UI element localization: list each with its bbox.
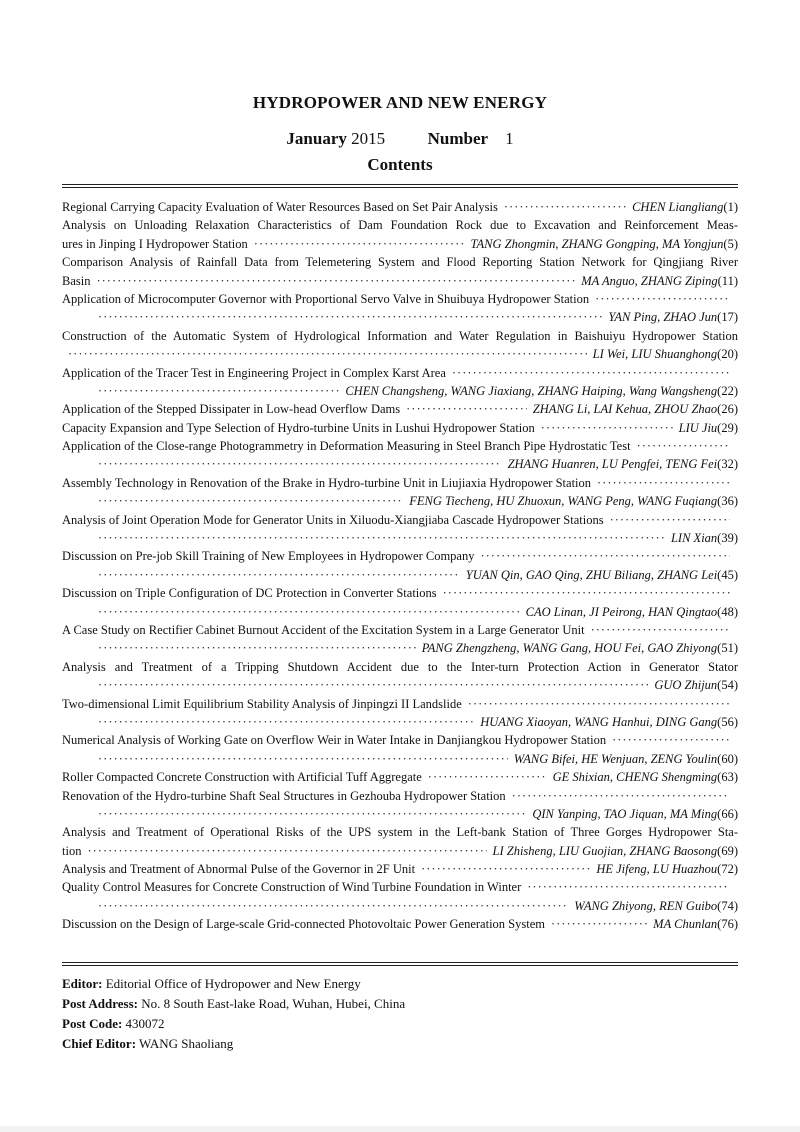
leader-dots bbox=[421, 860, 590, 878]
chief-editor-label: Chief Editor: bbox=[62, 1036, 137, 1051]
toc-title: Two-dimensional Limit Equilibrium Stability Analysis of Jinpingzi II Landslide bbox=[62, 696, 462, 711]
toc-page-number: (72) bbox=[717, 862, 738, 877]
toc-line bbox=[62, 787, 738, 805]
leader-dots bbox=[98, 750, 508, 768]
toc-page-number: (20) bbox=[717, 347, 738, 362]
toc-title: Analysis and Treatment of Abnormal Pulse of the Governor in 2F Unit bbox=[62, 862, 416, 877]
issue-line bbox=[0, 129, 800, 149]
toc-line bbox=[62, 639, 738, 657]
leader-dots bbox=[610, 511, 730, 529]
leader-dots bbox=[551, 915, 647, 933]
toc-author-names: ZHANG Li, LAI Kehua, ZHOU Zhao bbox=[532, 402, 718, 417]
toc-page-number: (76) bbox=[717, 917, 738, 932]
toc-author-names: HE Jifeng, LU Huazhou bbox=[596, 862, 718, 877]
toc-entry bbox=[62, 860, 738, 878]
leader-dots bbox=[98, 492, 403, 510]
toc-authors bbox=[470, 235, 738, 253]
leader-dots bbox=[98, 639, 416, 657]
leader-dots bbox=[96, 272, 575, 290]
toc-page-number: (66) bbox=[717, 806, 738, 821]
toc-entry bbox=[62, 787, 738, 824]
toc-author-names: CHEN Liangliang bbox=[632, 200, 724, 214]
leader-dots bbox=[98, 455, 502, 473]
toc-line bbox=[62, 198, 738, 216]
toc-page-number: (54) bbox=[717, 678, 738, 693]
toc-title: Analysis and Treatment of Operational Risks of the UPS system in the Left-bank Station of Three Gorges Hydropower Sta- bbox=[62, 825, 738, 840]
toc-line bbox=[62, 621, 738, 639]
toc-line bbox=[62, 768, 738, 786]
leader-dots bbox=[98, 713, 474, 731]
toc-authors bbox=[514, 750, 738, 768]
leader-dots bbox=[98, 603, 520, 621]
leader-dots bbox=[480, 547, 730, 565]
toc-authors bbox=[596, 860, 738, 878]
toc-entry bbox=[62, 327, 738, 364]
toc-author-names: PANG Zhengzheng, WANG Gang, HOU Fei, GAO Zhiyong bbox=[421, 641, 718, 656]
toc-entry bbox=[62, 474, 738, 511]
issue-number: 1 bbox=[505, 129, 514, 148]
toc-entry bbox=[62, 290, 738, 327]
chief-editor-value: WANG Shaoliang bbox=[139, 1036, 234, 1051]
leader-dots bbox=[87, 842, 486, 860]
toc-entry bbox=[62, 511, 738, 548]
leader-dots bbox=[612, 731, 730, 749]
toc-author-names: WANG Bifei, HE Wenjuan, ZENG Youlin bbox=[513, 751, 718, 766]
toc-line bbox=[62, 455, 738, 473]
address-line bbox=[62, 994, 738, 1014]
toc-author-names: YUAN Qin, GAO Qing, ZHU Biliang, ZHANG Lei bbox=[465, 567, 718, 582]
toc-author-names: YAN Ping, ZHAO Jun bbox=[608, 310, 718, 325]
leader-dots bbox=[504, 198, 626, 216]
toc-entry bbox=[62, 364, 738, 401]
toc-title: Quality Control Measures for Concrete Construction of Wind Turbine Foundation in Winter bbox=[62, 880, 522, 895]
toc-line bbox=[62, 805, 738, 823]
toc-title: Analysis on Unloading Relaxation Characteristics of Dam Foundation Rock due to Excavation and Reinforcement Meas- bbox=[62, 218, 738, 233]
toc-line bbox=[62, 437, 738, 455]
toc-entry bbox=[62, 768, 738, 786]
toc-line bbox=[62, 823, 738, 841]
leader-dots bbox=[597, 474, 730, 492]
toc-entry bbox=[62, 437, 738, 474]
toc-entry bbox=[62, 878, 738, 915]
leader-dots bbox=[527, 878, 730, 896]
toc-title: Application of the Close-range Photogrammetry in Deformation Measuring in Steel Branch Pipe Hydrostatic Test bbox=[62, 439, 631, 454]
toc-authors bbox=[574, 897, 738, 915]
toc-authors bbox=[679, 419, 738, 437]
toc-line bbox=[62, 327, 738, 345]
toc-authors bbox=[581, 272, 738, 290]
toc-title: Analysis of Joint Operation Mode for Generator Units in Xiluodu-Xiangjiaba Cascade Hydropower Stations bbox=[62, 512, 604, 527]
toc-author-names: LI Zhisheng, LIU Guojian, ZHANG Baosong bbox=[492, 843, 718, 858]
toc-entry bbox=[62, 198, 738, 216]
leader-dots bbox=[595, 290, 730, 308]
toc-page-number: (63) bbox=[717, 770, 738, 785]
toc-line bbox=[62, 842, 738, 860]
toc-title: Assembly Technology in Renovation of the Brake in Hydro-turbine Unit in Liujiaxia Hydropower Station bbox=[62, 475, 592, 490]
leader-dots bbox=[406, 400, 527, 418]
toc-page-number: (48) bbox=[717, 604, 738, 619]
leader-dots bbox=[98, 566, 460, 584]
postcode-value: 430072 bbox=[125, 1016, 165, 1031]
toc-line bbox=[62, 695, 738, 713]
toc-title: Capacity Expansion and Type Selection of Hydro-turbine Units in Lushui Hydropower Station bbox=[62, 420, 535, 435]
toc-page-number: (69) bbox=[717, 843, 738, 858]
toc-entry bbox=[62, 419, 738, 437]
postcode-label: Post Code: bbox=[62, 1016, 123, 1031]
editor-line bbox=[62, 974, 738, 994]
issue-number-label: Number bbox=[427, 129, 489, 148]
toc-author-names: QIN Yanping, TAO Jiquan, MA Ming bbox=[532, 806, 718, 821]
toc-title: Roller Compacted Concrete Construction with Artificial Tuff Aggregate bbox=[62, 770, 422, 785]
leader-dots bbox=[541, 419, 673, 437]
toc-line bbox=[62, 897, 738, 915]
toc-line bbox=[62, 511, 738, 529]
toc-page-number: (22) bbox=[717, 383, 738, 398]
toc-entry bbox=[62, 915, 738, 933]
toc-line bbox=[62, 474, 738, 492]
toc-title: Application of the Stepped Dissipater in Low-head Overflow Dams bbox=[62, 402, 401, 417]
toc-entry bbox=[62, 823, 738, 860]
toc-page-number: (29) bbox=[717, 420, 738, 435]
toc-authors bbox=[653, 915, 738, 933]
toc-title: Discussion on the Design of Large-scale Grid-connected Photovoltaic Power Generation System bbox=[62, 917, 545, 932]
postcode-line bbox=[62, 1014, 738, 1034]
toc-author-names: MA Anguo, ZHANG Ziping bbox=[581, 273, 718, 288]
toc-line bbox=[62, 915, 738, 933]
leader-dots bbox=[254, 235, 465, 253]
toc-line bbox=[62, 400, 738, 418]
toc-authors bbox=[526, 603, 738, 621]
toc-line bbox=[62, 216, 738, 234]
toc-author-names: MA Chunlan bbox=[653, 917, 718, 932]
chief-editor-line bbox=[62, 1034, 738, 1054]
bottom-rule-1 bbox=[62, 962, 738, 963]
toc-authors bbox=[493, 842, 739, 860]
leader-dots bbox=[98, 897, 568, 915]
toc-title: Basin bbox=[62, 273, 91, 288]
toc-authors bbox=[671, 529, 738, 547]
toc-line bbox=[62, 566, 738, 584]
toc-authors bbox=[480, 713, 738, 731]
toc-authors bbox=[508, 455, 738, 473]
toc-authors bbox=[409, 492, 738, 510]
toc-line bbox=[62, 419, 738, 437]
toc-title: Analysis and Treatment of a Tripping Shutdown Accident due to the Inter-turn Protection Action in Generator Stator bbox=[62, 659, 738, 674]
toc-title: ures in Jinping I Hydropower Station bbox=[62, 236, 248, 251]
toc-line bbox=[62, 658, 738, 676]
leader-dots bbox=[637, 437, 730, 455]
toc-authors bbox=[553, 768, 738, 786]
toc-title: Comparison Analysis of Rainfall Data from Telemetering System and Flood Reporting Station Network for Qingjiang River bbox=[62, 255, 738, 270]
toc-line bbox=[62, 878, 738, 896]
leader-dots bbox=[428, 768, 547, 786]
toc-author-names: LIU Jiu bbox=[678, 420, 718, 435]
toc-author-names: WANG Zhiyong, REN Guibo bbox=[574, 898, 718, 913]
toc-page-number: (51) bbox=[717, 641, 738, 656]
toc-author-names: CHEN Changsheng, WANG Jiaxiang, ZHANG Haiping, Wang Wangsheng bbox=[345, 383, 718, 398]
toc-entry bbox=[62, 695, 738, 732]
top-rule-2 bbox=[62, 187, 738, 188]
toc-line bbox=[62, 603, 738, 621]
toc-entry bbox=[62, 584, 738, 621]
toc-line bbox=[62, 308, 738, 326]
toc-page-number: (5) bbox=[723, 236, 738, 251]
toc-title: Renovation of the Hydro-turbine Shaft Seal Structures in Gezhouba Hydropower Station bbox=[62, 788, 506, 803]
toc-line bbox=[62, 547, 738, 565]
toc-author-names: LIN Xian bbox=[670, 531, 718, 546]
toc-page-number: (74) bbox=[717, 898, 738, 913]
journal-title: HYDROPOWER AND NEW ENERGY bbox=[252, 93, 548, 112]
toc-authors bbox=[466, 566, 738, 584]
toc-entry bbox=[62, 731, 738, 768]
toc-author-names: TANG Zhongmin, ZHANG Gongping, MA Yongjun bbox=[470, 236, 724, 251]
leader-dots bbox=[68, 345, 587, 363]
bottom-rule-2 bbox=[62, 965, 738, 966]
toc-page-number: (11) bbox=[717, 273, 738, 288]
leader-dots bbox=[98, 805, 526, 823]
toc-title: Construction of the Automatic System of Hydrological Information and Water Regulation in Baishuiyu Hydropower Station bbox=[62, 328, 738, 343]
leader-dots bbox=[98, 529, 665, 547]
toc-line bbox=[62, 492, 738, 510]
toc-page-number: (60) bbox=[717, 751, 738, 766]
toc-authors bbox=[533, 400, 738, 418]
toc-line bbox=[62, 382, 738, 400]
toc-title: Application of the Tracer Test in Engineering Project in Complex Karst Area bbox=[62, 365, 446, 380]
leader-dots bbox=[98, 676, 648, 694]
toc-title: A Case Study on Rectifier Cabinet Burnout Accident of the Excitation System in a Large Generator Unit bbox=[62, 622, 585, 637]
leader-dots bbox=[443, 584, 730, 602]
toc-authors bbox=[532, 805, 738, 823]
toc-page-number: (26) bbox=[717, 402, 738, 417]
toc-line bbox=[62, 676, 738, 694]
leader-dots bbox=[512, 787, 730, 805]
leader-dots bbox=[468, 695, 730, 713]
table-of-contents bbox=[62, 198, 738, 934]
toc-entry bbox=[62, 658, 738, 695]
top-rule-1 bbox=[62, 184, 738, 185]
leader-dots bbox=[591, 621, 730, 639]
toc-line bbox=[62, 364, 738, 382]
toc-page-number: (17) bbox=[717, 310, 738, 325]
toc-line bbox=[62, 345, 738, 363]
toc-author-names: GUO Zhijun bbox=[654, 678, 718, 693]
address-label: Post Address: bbox=[62, 996, 138, 1011]
toc-line bbox=[62, 860, 738, 878]
toc-line bbox=[62, 750, 738, 768]
address-value: No. 8 South East-lake Road, Wuhan, Hubei, China bbox=[141, 996, 406, 1011]
toc-authors bbox=[345, 382, 738, 400]
toc-author-names: CAO Linan, JI Peirong, HAN Qingtao bbox=[525, 604, 718, 619]
toc-authors bbox=[422, 639, 738, 657]
toc-title: Regional Carrying Capacity Evaluation of Water Resources Based on Set Pair Analysis bbox=[62, 200, 498, 214]
toc-title: Application of Microcomputer Governor with Proportional Servo Valve in Shuibuya Hydropower Station bbox=[62, 291, 590, 306]
toc-page-number: (32) bbox=[717, 457, 738, 472]
publication-info bbox=[62, 974, 738, 1054]
toc-authors bbox=[632, 198, 738, 216]
toc-page-number: (1) bbox=[723, 200, 738, 214]
issue-year: 2015 bbox=[351, 129, 386, 148]
toc-line bbox=[62, 235, 738, 253]
toc-title: Numerical Analysis of Working Gate on Overflow Weir in Water Intake in Danjiangkou Hydropower Station bbox=[62, 733, 607, 748]
toc-authors bbox=[654, 676, 738, 694]
page-bottom-band bbox=[0, 1126, 800, 1132]
toc-entry bbox=[62, 216, 738, 253]
toc-line bbox=[62, 529, 738, 547]
toc-line bbox=[62, 272, 738, 290]
toc-title: Discussion on Pre-job Skill Training of New Employees in Hydropower Company bbox=[62, 549, 475, 564]
leader-dots bbox=[452, 364, 730, 382]
toc-author-names: FENG Tiecheng, HU Zhuoxun, WANG Peng, WANG Fuqiang bbox=[409, 494, 718, 509]
toc-authors bbox=[608, 308, 738, 326]
editor-value: Editorial Office of Hydropower and New Energy bbox=[105, 976, 361, 991]
toc-line bbox=[62, 584, 738, 602]
toc-title: Discussion on Triple Configuration of DC Protection in Converter Stations bbox=[62, 586, 437, 601]
leader-dots bbox=[98, 382, 339, 400]
toc-entry bbox=[62, 621, 738, 658]
toc-page-number: (56) bbox=[717, 714, 738, 729]
toc-entry bbox=[62, 547, 738, 584]
issue-month: January bbox=[286, 129, 347, 148]
toc-page-number: (45) bbox=[717, 567, 738, 582]
toc-author-names: ZHANG Huanren, LU Pengfei, TENG Fei bbox=[507, 457, 718, 472]
toc-authors bbox=[593, 345, 738, 363]
toc-page-number: (36) bbox=[717, 494, 738, 509]
toc-line bbox=[62, 731, 738, 749]
toc-title: tion bbox=[62, 843, 82, 858]
toc-author-names: LI Wei, LIU Shuanghong bbox=[592, 347, 718, 362]
toc-line bbox=[62, 290, 738, 308]
toc-line bbox=[62, 713, 738, 731]
editor-label: Editor: bbox=[62, 976, 103, 991]
toc-page-number: (39) bbox=[717, 531, 738, 546]
contents-heading: Contents bbox=[367, 155, 433, 174]
toc-entry bbox=[62, 400, 738, 418]
toc-author-names: HUANG Xiaoyan, WANG Hanhui, DING Gang bbox=[480, 714, 718, 729]
toc-entry bbox=[62, 253, 738, 290]
toc-line bbox=[62, 253, 738, 271]
leader-dots bbox=[98, 308, 602, 326]
toc-author-names: GE Shixian, CHENG Shengming bbox=[552, 770, 718, 785]
